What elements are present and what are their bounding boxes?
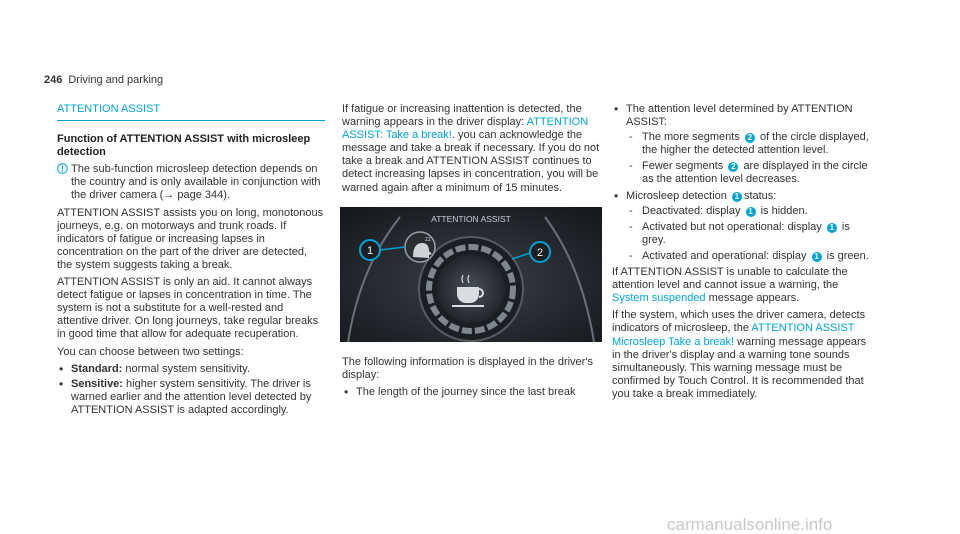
note-block (57, 163, 325, 202)
note-text: The sub-function microsleep detection depends on the country and is only available in conjunction with the driver camera (→ page 344). (71, 163, 321, 202)
setting-text: higher system sensitivity. The driver is warned earlier and the attention level detected by ATTENTION ASSIST is adapted accordingly. (71, 377, 312, 416)
section-title: ATTENTION ASSIST (57, 103, 325, 121)
callout-badge: 2 (728, 162, 738, 172)
callout-badge: 1 (746, 207, 756, 217)
sub-item: - The more segments 2 of the circle displayed, the higher the detected attention level. (612, 131, 872, 157)
display-message: System suspended (612, 292, 706, 305)
display-message: ATTENTION ASSIST Microsleep Take a break! (612, 322, 855, 348)
page-header (44, 74, 163, 87)
page-number: 246 (44, 74, 63, 86)
setting-text: normal system sensitivity. (125, 362, 250, 375)
setting-item (57, 378, 325, 417)
paragraph-text: . you can acknowledge the message and take a break if necessary. If you do not take a break and ATTENTION ASSIST continues to detect increasing lapses in concentration, you will be warned again after a minimum of 15 minutes. (342, 129, 600, 194)
column-right (612, 103, 872, 405)
callout-badge: 1 (827, 223, 837, 233)
column-middle (342, 103, 604, 401)
sub-item: - Fewer segments 2 are displayed in the circle as the attention level decreases. (612, 160, 872, 186)
sub-item: - Activated but not operational: display 1 is grey. (612, 221, 872, 247)
watermark: carmanualsonline.info (667, 515, 833, 534)
info-item: • The attention level determined by ATTENTION ASSIST: (612, 103, 872, 129)
figure-title: ATTENTION ASSIST (431, 213, 511, 224)
paragraph: The following information is displayed in the driver's display: (342, 355, 593, 381)
display-message: ATTENTION ASSIST: Take a break! (342, 116, 589, 142)
info-note-icon (57, 163, 68, 174)
paragraph: If the system, which uses the driver camera, detects indicators of microsleep, the ATTENTION ASSIST Microsleep Take a break! warning message appears in the driver's display and a warning tone sounds simultaneously. This warning message must be confirmed by Touch Control. It is recommended that you take a break immediately. (612, 309, 867, 400)
paragraph: ATTENTION ASSIST assists you on long, monotonous journeys, e.g. on motorways and trunk roads. If indicators of fatigue or increasing lapses in concentration on the part of the driver are detected, the system suggests taking a break. (57, 206, 324, 271)
column-left (57, 103, 325, 419)
sub-item: - Deactivated: display 1 is hidden. (612, 205, 872, 218)
paragraph: ATTENTION ASSIST is only an aid. It cannot always detect fatigue or lapses in concentration in time. The system is not a substitute for a well-rested and attentive driver. On long journeys, take regular breaks in good time that allow for adequate recuperation. (57, 276, 319, 341)
callout-1-label: 1 (366, 244, 374, 257)
callout-badge: 1 (812, 252, 822, 262)
paragraph-text: If fatigue or increasing inattention is detected, the warning appears in the driver display: (342, 103, 582, 129)
paragraph (342, 103, 604, 195)
setting-term: Standard: (71, 362, 123, 375)
callout-2-label: 2 (536, 246, 544, 259)
paragraph: You can choose between two settings: (57, 345, 244, 358)
paragraph: If ATTENTION ASSIST is unable to calculate the attention level and cannot issue a warning, the System suspended message appears. (612, 266, 848, 305)
subheading: Function of ATTENTION ASSIST with microsleep detection (57, 133, 311, 159)
chapter-title: Driving and parking (68, 74, 164, 86)
info-item: • The length of the journey since the last break (342, 386, 604, 399)
callout-badge: 2 (745, 133, 755, 143)
info-item: • Microsleep detection 1 status: (612, 190, 872, 203)
svg-text:zz: zz (425, 236, 431, 243)
callout-badge: 1 (732, 192, 742, 202)
setting-item (57, 363, 325, 376)
driver-display-figure (340, 207, 602, 342)
sub-item: - Activated and operational: display 1 is green. (612, 250, 872, 263)
setting-term: Sensitive: (71, 377, 123, 390)
